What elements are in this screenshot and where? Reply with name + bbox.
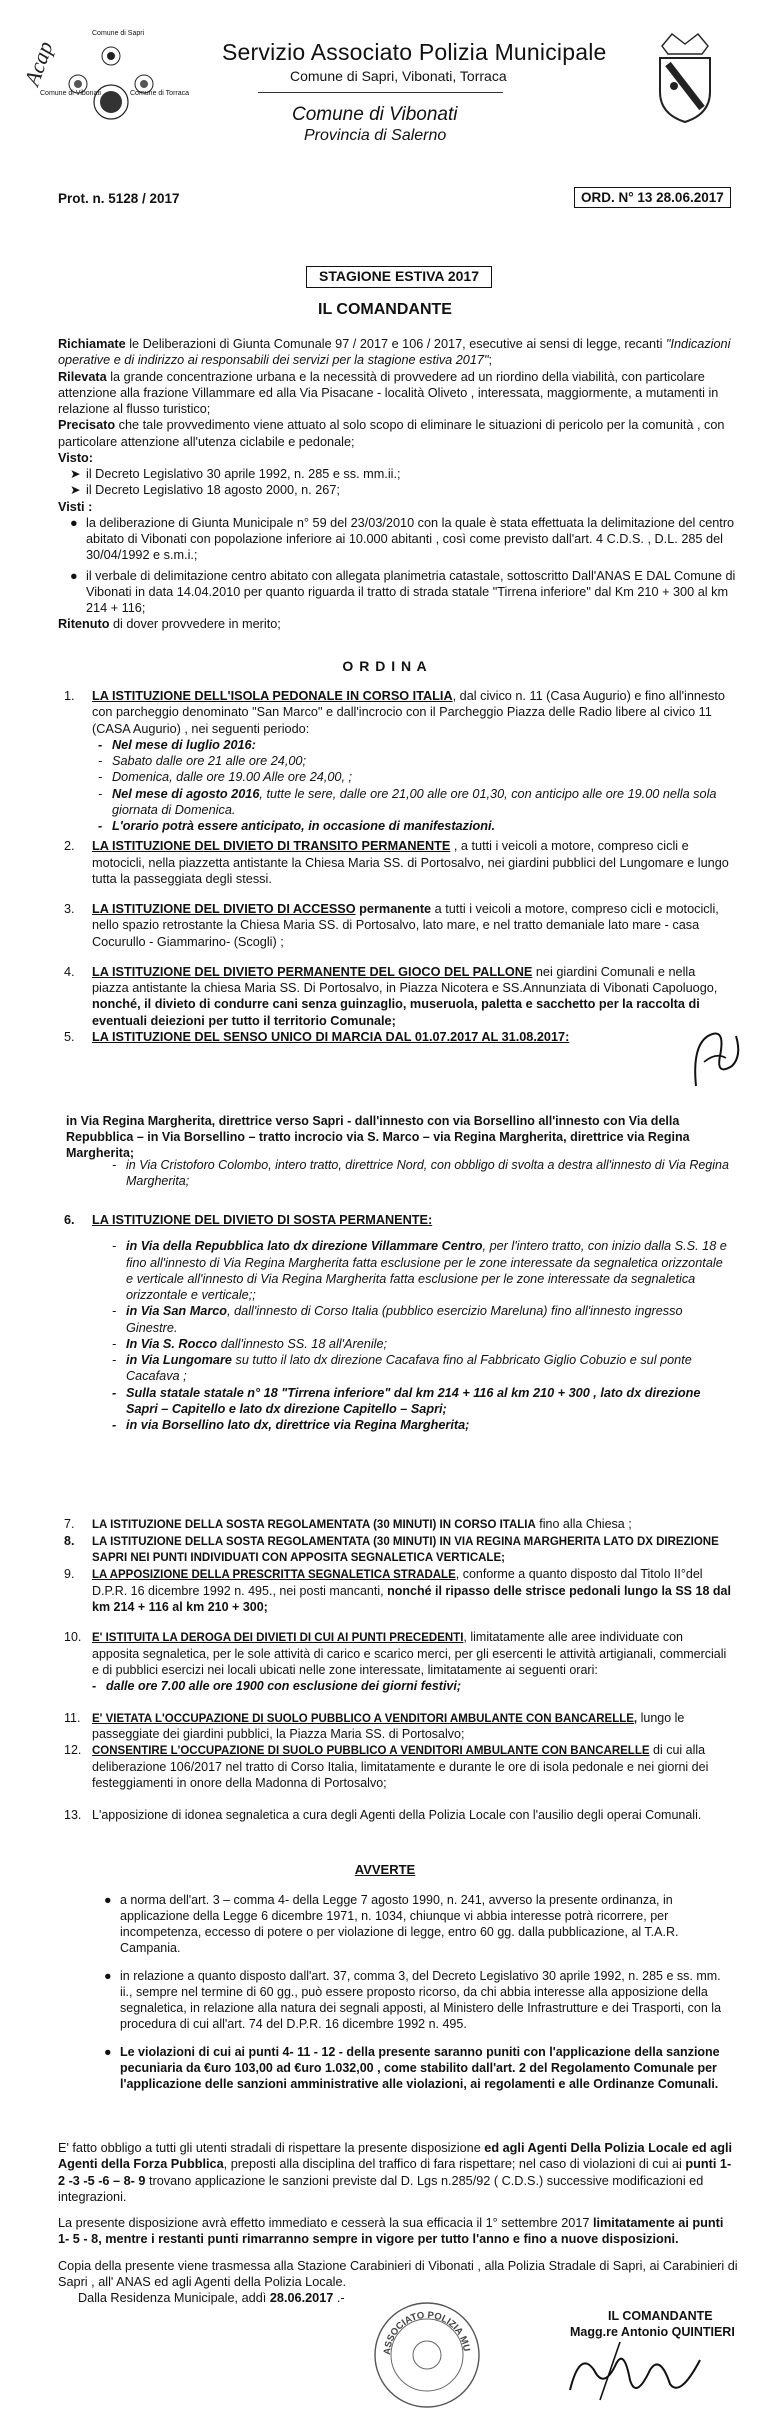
provincia-name: Provincia di Salerno [304, 127, 447, 144]
order-6: 6. LA ISTITUZIONE DEL DIVIETO DI SOSTA PERMANENTE: - in Via della Repubblica lato dx direzione Villammare Centro, per l'intero tratto, con inizio dalla S.S. 18 e fino all'innesto di Via Regina Margherita fatta esclusione per le zone interessate da segnaletica orizzontale e verticale all'innesto di Via Regina Margherita fatta esclusione per le zone interessate da segnaletica orizzontale e verticale;; - in Via San Marco, dall'innesto di Corso Italia (pubblico esercizio Mareluna) fino all'innesto ingresso Ginestre. - In Via S. Rocco dall'innesto SS. 18 all'Arenile; - in Via Lungomare su tutto il lato dx direzione Cacafava fino al Fabbricato Giglio Cobuzio e sul ponte Cacafava ; - Sulla statale statale n° 18 "Tirrena inferiore" dal km 214 + 116 al km 210 + 300 , lato dx direzione Sapri – Capitello e lato dx direzione Capitello – Sapri; - in via Borsellino lato dx, direttrice via Regina Margherita; [92, 1212, 732, 1433]
order-9: 9. LA APPOSIZIONE DELLA PRESCRITTA SEGNALETICA STRADALE, conforme a quanto disposto dal Titolo II°del D.P.R. 16 dicembre 1992 n. 495., nei posti mancanti, nonché il ripasso delle strisce pedonali lungo la SS 18 dal km 214 + 116 al km 210 + 300; [64, 1567, 731, 1614]
handwritten-note: Acap [18, 37, 58, 89]
order-6-borsellino: - in via Borsellino lato dx, direttrice via Regina Margherita; [112, 1417, 732, 1433]
order-1-august: - Nel mese di agosto 2016, tutte le sere, dalle ore 21,00 alle ore 01,30, con anticipo alle ore 19.00 nella sola giornata di Domenica. [98, 786, 732, 819]
header-divider [258, 92, 503, 93]
order-6-statale: - Sulla statale statale n° 18 "Tirrena inferiore" dal km 214 + 116 al km 210 + 300 , lato dx direzione Sapri – Capitello e lato dx direzione Capitello – Sapri; [112, 1385, 732, 1418]
order-11: 11. E' VIETATA L'OCCUPAZIONE DI SUOLO PUBBLICO A VENDITORI AMBULANTE CON BANCARELLE, lungo le passeggiate dei giardini pubblici, la Piazza Maria SS. di Portosalvo; [64, 1710, 685, 1742]
order-1-saturday: - Sabato dalle ore 21 alle ore 24,00; [98, 753, 732, 769]
logo-label-torraca: Comune di Torraca [130, 90, 190, 97]
order-1-note: - L'orario potrà essere anticipato, in occasione di manifestazioni. [98, 818, 732, 834]
visti-item: ● la deliberazione di Giunta Municipale n° 59 del 23/03/2010 con la quale è stata effettuata la delimitazione del centro abitato di Vibonati con popolazione inferiore ai 10.000 abitanti , così come previsto dall'art. 4 C.D.S. , D.L. 285 del 30/04/1992 e s.m.i.; [70, 515, 735, 563]
avverte-list [104, 1892, 732, 2092]
order-10-hours: - dalle ore 7.00 alle ore 1900 con esclusione dei giorni festivi; [92, 1678, 732, 1694]
avverte-item: ● in relazione a quanto disposto dall'art. 37, comma 3, del Decreto Legislativo 30 aprile 1992, n. 285 e ss. mm. ii., sempre nel termine di 60 gg., può essere proposto ricorso, da chi abbia interesse alla apposizione della segnaletica, in relazione alla natura dei segnali apposti, al Ministero delle Infrastrutture e dei Trasporti, con la procedura di cui all'art. 74 del D.P.R. 16 dicembre 1992 n. 495. [104, 1969, 722, 2031]
ordina-title: O R D I N A [342, 658, 428, 674]
order-5: 5. LA ISTITUZIONE DEL SENSO UNICO DI MARCIA DAL 01.07.2017 AL 31.08.2017: [64, 1029, 570, 1044]
avverte-title: AVVERTE [354, 1862, 416, 1877]
order-8: 8. LA ISTITUZIONE DELLA SOSTA REGOLAMENTATA (30 MINUTI) IN VIA REGINA MARGHERITA LATO DX DIREZIONE SAPRI NEI PUNTI INDIVIDUATI CON APPOSITA SEGNALETICA VERTICALE; [64, 1533, 719, 1565]
order-5-detail: in Via Regina Margherita, direttrice verso Sapri - dall'innesto con via Borsellino all'innesto con Via della Repubblica – in Via Borsellino – tratto incrocio via S. Marco – via Regina Margherita, direttrice via Regina Margherita; [66, 1114, 690, 1160]
visto-item: ➤ il Decreto Legislativo 30 aprile 1992, n. 285 e ss. mm.ii.; [70, 467, 401, 481]
official-stamp [372, 2300, 482, 2410]
order-1-july: - Nel mese di luglio 2016: [98, 737, 732, 753]
order-2: 2. LA ISTITUZIONE DEL DIVIETO DI TRANSITO PERMANENTE , a tutti i veicoli a motore, compreso cicli e motocicli, nella piazzetta antistante la Chiesa Maria SS. di Portosalvo, nei giardini pubblici del Lungomare e lungo tutta la passeggiata degli stessi. [64, 839, 729, 886]
order-6-repubblica: - in Via della Repubblica lato dx direzione Villammare Centro, per l'intero tratto, con inizio dalla S.S. 18 e fino all'innesto di Via Regina Margherita fatta esclusione per le zone interessate da segnaletica orizzontale e verticale all'innesto di Via Regina Margherita fatta esclusione per le zone interessate da segnaletica orizzontale e verticale;; [112, 1238, 732, 1303]
rilevata-paragraph: Rilevata la grande concentrazione urbana e la necessità di provvedere ad un riordino della viabilità, con particolare attenzione alla frazione Villammare ed alla Via Pisacane - località Oliveto , interessata, maggiormente, a mutamenti in relazione al flusso turistico; [58, 369, 719, 416]
orders-block-1 [64, 688, 732, 1045]
visti-label: Visti : [58, 499, 93, 514]
validity-paragraph: La presente disposizione avrà effetto immediato e cesserà la sua efficacia il 1° settembre 2017 limitatamente ai punti 1- 5 - 8, mentre i restanti punti rimarranno sempre in vigore per tutto l'anno e fino a nuove disposizioni. [58, 2216, 724, 2247]
signature-initials [686, 1016, 746, 1097]
signature [560, 2340, 730, 2411]
visti-item: ● il verbale di delimitazione centro abitato con allegata planimetria catastale, sottoscritto Dall'ANAS E DAL Comune di Vibonati in data 14.04.2010 per quanto riguarda il tratto di strada statale "Tirrena inferiore" dal Km 210 + 300 al km 214 + 116; [70, 568, 736, 615]
richiamate-paragraph: Richiamate le Deliberazioni di Giunta Comunale 97 / 2017 e 106 / 2017, esecutive ai sensi di legge, recanti "Indicazioni operative e di indirizzo ai responsabili dei servizi per la stagione estiva 2017"; [58, 337, 731, 368]
visto-item: ➤ il Decreto Legislativo 18 agosto 2000, n. 267; [70, 483, 340, 498]
ritenuto-paragraph: Ritenuto di dover provvedere in merito; [58, 617, 281, 632]
logo-label-sapri: Comune di Sapri [92, 30, 145, 37]
order-1-sunday: - Domenica, dalle ore 19.00 Alle ore 24,00, ; [98, 769, 732, 785]
svg-text:ASSOCIATO POLIZIA MUNICIPALE: ASSOCIATO POLIZIA MU [381, 2309, 472, 2356]
avverte-item: ● a norma dell'art. 3 – comma 4- della Legge 7 agosto 1990, n. 241, avverso la presente ordinanza, in applicazione della Legge 6 dicembre 1971, n. 1034, chiunque vi abbia interesse potrà ricorrere, per incompetenza, eccesso di potere o per violazione di legge, entro 60 gg. dalla pubblicazione, al T.A.R. Campania. [104, 1893, 679, 1955]
date-line: Dalla Residenza Municipale, addì 28.06.2017 .- [78, 2291, 345, 2305]
orders-block-2 [64, 1516, 732, 1823]
ordinance-number: ORD. N° 13 28.06.2017 [574, 187, 731, 208]
order-7: 7. LA ISTITUZIONE DELLA SOSTA REGOLAMENTATA (30 MINUTI) IN CORSO ITALIA fino alla Chiesa ; [64, 1517, 632, 1531]
order-6-san-marco: - in Via San Marco, dall'innesto di Corso Italia (pubblico esercizio Mareluna) fino all'innesto ingresso Ginestre. [112, 1303, 732, 1336]
closing [58, 2140, 738, 2290]
logo-label-vibonati: Comune di Vibonati [40, 90, 101, 97]
preamble [58, 336, 738, 633]
comune-name: Comune di Vibonati [292, 104, 458, 125]
order-6-lungomare: - in Via Lungomare su tutto il lato dx direzione Cacafava fino al Fabbricato Giglio Cobuzio e sul ponte Cacafava ; [112, 1352, 732, 1385]
order-13: 13. L'apposizione di idonea segnaletica a cura degli Agenti della Polizia Locale con l'ausilio degli operai Comunali. [64, 1808, 702, 1823]
order-1: 1. LA ISTITUZIONE DELL'ISOLA PEDONALE IN CORSO ITALIA, dal civico n. 11 (Casa Augurio) e fino all'innesto con parcheggio denominato "San Marco" e dall'incrocio con il Parcheggio Piazza delle Radio libere al civico 11 (CASA Augurio) , nei seguenti periodo: - Nel mese di luglio 2016: - Sabato dalle ore 21 alle ore 24,00; - Domenica, dalle ore 19.00 Alle ore 24,00, ; - Nel mese di agosto 2016, tutte le sere, dalle ore 21,00 alle ore 01,30, con anticipo alle ore 19.00 nella sola giornata di Domenica. - L'orario potrà essere anticipato, in occasione di manifestazioni. [92, 688, 732, 834]
order-12: 12. CONSENTIRE L'OCCUPAZIONE DI SUOLO PUBBLICO A VENDITORI AMBULANTE CON BANCARELLE di cui alla deliberazione 106/2017 nel tratto di Corso Italia, limitatamente e durante le ore di isola pedonale e nei giorni dei festeggiamenti in onore della Madonna di Portosalvo; [64, 1743, 709, 1791]
order-5-sub: - in Via Cristoforo Colombo, intero tratto, direttrice Nord, con obbligo di svolta a destra all'innesto di Via Regina Margherita; [112, 1157, 732, 1189]
associated-logo [58, 44, 164, 124]
avverte-item: ● Le violazioni di cui ai punti 4- 11 - 12 - della presente saranno puniti con l'applicazione della sanzione pecuniaria da €uro 103,00 ad €uro 1.032,00 , come stabilito dall'art. 2 del Regolamento Comunale per l'applicazione delle sanzioni amministrative alle violazioni, ai regolamenti e alle Ordinanze Comunali. [104, 2045, 720, 2091]
header-title: Servizio Associato Polizia Municipale [222, 39, 607, 65]
visto-label: Visto: [58, 450, 94, 465]
signer-title: IL COMANDANTE [608, 2309, 713, 2323]
season-title: STAGIONE ESTIVA 2017 [306, 266, 492, 288]
order-3: 3. LA ISTITUZIONE DEL DIVIETO DI ACCESSO permanente a tutti i veicoli a motore, compreso cicli e motocicli, nello spazio retrostante la Chiesa Maria SS. di Portosalvo, lato mare, e nel tratto demaniale lato mare - casa Cocurullo - Giammarino- (Scogli) ; [64, 902, 719, 949]
signer-name: Magg.re Antonio QUINTIERI [570, 2325, 735, 2339]
order-4: 4. LA ISTITUZIONE DEL DIVIETO PERMANENTE DEL GIOCO DEL PALLONE nei giardini Comunali e nella piazza antistante la chiesa Maria SS. Di Portosalvo, in Piazza Nicotera e SS.Annunziata di Vibonati Capoluogo, nonché, il divieto di condurre cani senza guinzaglio, museruola, paletta e sacchetto per la raccolta di eventuali deiezioni per tutto il territorio Comunale; [64, 964, 718, 1028]
precisato-paragraph: Precisato che tale provvedimento viene attuato al solo scopo di eliminare le situazioni di pericolo per la comunità , con particolare attenzione all'utenza ciclabile e pedonale; [58, 418, 725, 449]
protocol-number: Prot. n. 5128 / 2017 [58, 191, 180, 206]
obligation-paragraph: E' fatto obbligo a tutti gli utenti stradali di rispettare la presente disposizione ed agli Agenti Della Polizia Locale ed agli Agenti della Forza Pubblica, preposti alla disciplina del traffico di fara rispettare; nel caso di violazioni di cui ai punti 1- 2 -3 -5 -6 – 8- 9 trovano applicazione le sanzioni previste dal D. Lgs n.285/92 ( C.D.S.) successive modificazioni ed integrazioni. [58, 2141, 733, 2204]
order-10: 10. E' ISTITUITA LA DEROGA DEI DIVIETI DI CUI AI PUNTI PRECEDENTI, limitatamente alle aree individuate con apposita segnaletica, per le sole attività di carico e scarico merci, per gli esercenti le attività artigianali, commerciali e di pubblici esercizi nei locali ubicati nelle zone interessate, limitatamente ai seguenti orari: - dalle ore 7.00 alle ore 1900 con esclusione dei giorni festivi; [92, 1629, 732, 1694]
header-subtitle: Comune di Sapri, Vibonati, Torraca [290, 68, 507, 84]
authority-title: IL COMANDANTE [318, 301, 452, 318]
coat-of-arms-icon [650, 28, 720, 126]
copy-paragraph: Copia della presente viene trasmessa alla Stazione Carabinieri di Vibonati , alla Polizia Stradale di Sapri, ai Carabinieri di Sapri , all' ANAS ed agli Agenti della Polizia Locale. [58, 2258, 738, 2289]
order-6-san-rocco: - In Via S. Rocco dall'innesto SS. 18 all'Arenile; [112, 1336, 732, 1352]
